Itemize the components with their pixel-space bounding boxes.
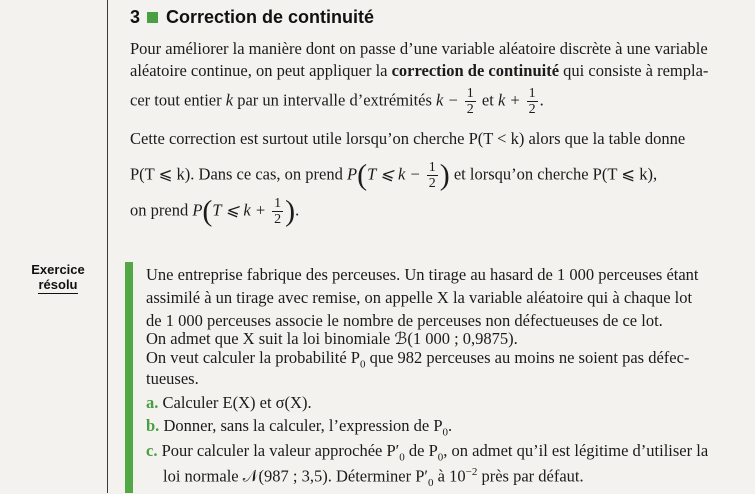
exercise-label: Exercice résolu xyxy=(31,262,85,292)
fraction-half: $\frac{1}{2}$ xyxy=(274,196,282,227)
question-a: a. Calculer E(X) et σ(X). xyxy=(146,393,312,412)
fraction-half: $\frac{1}{2}$ xyxy=(428,160,436,191)
para2-line3: on prend P(T ⩽ k + $\frac{1}{2}$ ). xyxy=(130,194,300,228)
question-c-line2: loi normale 𝒩(987 ; 3,5). Déterminer $P'_0$ à $10^{-2}$ près par défaut. xyxy=(163,466,584,489)
exercise-line1: Une entreprise fabrique des perceuses. Un tirage au hasard de 1 000 perceuses étant xyxy=(146,265,699,284)
section-heading xyxy=(130,7,374,28)
fraction-half: $\frac{1}{2}$ xyxy=(466,86,474,117)
question-c-line1: c. Pour calculer la valeur approchée $P'_0$ de $P_0$, on admet qu’il est légitime d’utiliser la xyxy=(146,441,709,464)
question-b-letter: b. xyxy=(146,416,160,435)
exercise-line4: On admet que X suit la loi binomiale ℬ(1 000 ; 0,9875). xyxy=(146,329,518,348)
exercise-line2: assimilé à un tirage avec remise, on appelle X la variable aléatoire qui à chaque lot xyxy=(146,288,693,307)
para1-line2: aléatoire continue, on peut appliquer la correction de continuité qui consiste à rempla- xyxy=(130,61,709,80)
margin-rule xyxy=(107,0,108,493)
para1-line3: cer tout entier k par un intervalle d’extrémités k − $\frac{1}{2}$ et k + $\frac{1}{2}$ . xyxy=(130,86,544,117)
green-square-icon xyxy=(147,12,158,23)
para1-line1: Pour améliorer la manière dont on passe d’une variable aléatoire discrète à une variable xyxy=(130,39,708,58)
para2-line2: P(T ⩽ k). Dans ce cas, on prend P(T ⩽ k − $\frac{1}{2}$ ) et lorsqu’on cherche P(T ⩽ k), xyxy=(130,158,658,192)
exercise-accent-bar xyxy=(125,262,133,493)
para2-line1: Cette correction est surtout utile lorsqu’on cherche P(T < k) alors que la table donne xyxy=(130,129,686,148)
section-title: Correction de continuité xyxy=(166,7,375,27)
section-number: 3 xyxy=(130,7,141,27)
exercise-line3: de 1 000 perceuses associe le nombre de perceuses non défectueuses de ce lot. xyxy=(146,311,663,330)
question-b: b. Donner, sans la calculer, l’expression de $P_0$. xyxy=(146,416,453,439)
exercise-line6: tueuses. xyxy=(146,369,199,388)
fraction-half: $\frac{1}{2}$ xyxy=(528,86,536,117)
exercise-line5: On veut calculer la probabilité $P_0$ que 982 perceuses au moins ne soient pas défec- xyxy=(146,348,690,371)
question-c-letter: c. xyxy=(146,441,158,460)
question-a-letter: a. xyxy=(146,393,159,412)
